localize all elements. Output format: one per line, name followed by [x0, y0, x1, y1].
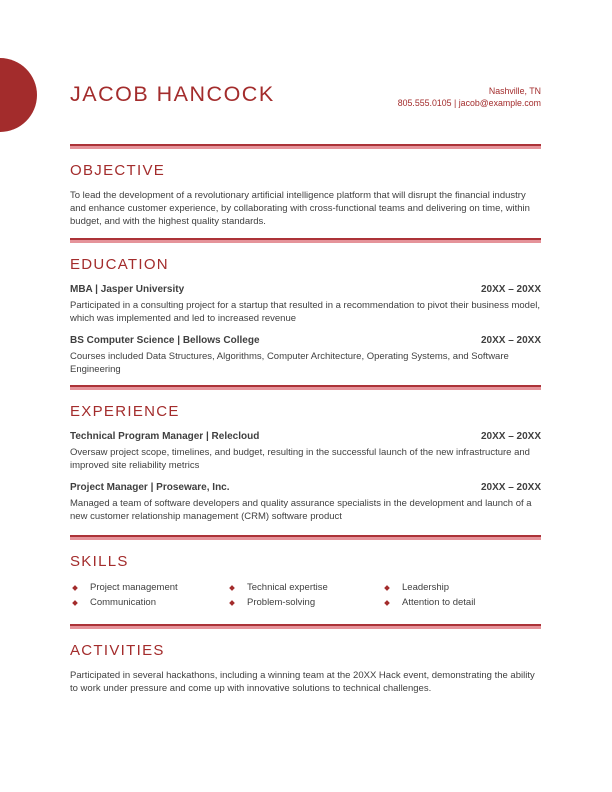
dates-text: 20XX – 20XX: [480, 335, 541, 346]
skills-title: SKILLS: [70, 553, 129, 570]
skill-item: [227, 596, 382, 609]
experience-description: Oversaw project scope, timelines, and budget, resulting in the successful launch of the new infrastructure and improved site reliability metrics: [70, 447, 530, 471]
experience-title: EXPERIENCE: [70, 403, 180, 420]
section-divider: [70, 144, 541, 149]
objective-title: OBJECTIVE: [70, 162, 166, 179]
education-title: EDUCATION: [70, 256, 169, 273]
experience-entry: [70, 430, 541, 472]
section-divider: [70, 624, 541, 629]
skills-grid: [70, 581, 541, 609]
degree-text: MBA | Jasper University: [70, 284, 185, 295]
resume-header: [70, 0, 541, 109]
role-text: Project Manager | Proseware, Inc.: [70, 482, 230, 493]
section-divider: [70, 535, 541, 540]
skill-item: [70, 596, 227, 609]
education-entry: [70, 334, 541, 376]
education-description: Participated in a consulting project for a startup that resulted in a recommendation to pivot their business model, which was implemented and led to increased revenue: [70, 300, 540, 324]
experience-section: [70, 403, 541, 523]
skills-section: [70, 553, 541, 609]
skill-label: Technical expertise: [247, 582, 328, 593]
location-text: Nashville, TN: [488, 86, 541, 96]
activities-title: ACTIVITIES: [70, 642, 165, 659]
dates-text: 20XX – 20XX: [480, 482, 541, 493]
bullet-icon: [229, 585, 235, 591]
bullet-icon: [72, 600, 78, 606]
section-divider: [70, 385, 541, 390]
skill-item: [70, 581, 227, 594]
skill-label: Project management: [90, 582, 178, 593]
skill-label: Attention to detail: [402, 597, 476, 608]
section-divider: [70, 238, 541, 243]
activities-section: [70, 642, 541, 695]
skill-item: [227, 581, 382, 594]
red-semicircle-decoration-icon: [0, 58, 37, 132]
bullet-icon: [384, 585, 390, 591]
experience-entry: [70, 481, 541, 523]
degree-text: BS Computer Science | Bellows College: [70, 335, 260, 346]
skill-label: Leadership: [402, 582, 450, 593]
skill-label: Communication: [90, 597, 156, 608]
skill-item: [382, 596, 541, 609]
education-section: [70, 256, 541, 376]
bullet-icon: [384, 600, 390, 606]
candidate-name: JACOB HANCOCK: [70, 82, 275, 106]
objective-body: To lead the development of a revolutionary artificial intelligence platform that will disrupt the financial industry and enhance customer experience, by collaborating with cross-functional teams and delivering on time, within budget, and with the highest quality standards.: [70, 190, 530, 227]
education-description: Courses included Data Structures, Algorithms, Computer Architecture, Operating Systems, and Software Engineering: [70, 351, 509, 375]
bullet-icon: [229, 600, 235, 606]
contact-block: [398, 83, 541, 109]
education-entry: [70, 283, 541, 325]
objective-section: [70, 162, 541, 228]
dates-text: 20XX – 20XX: [480, 431, 541, 442]
phone-email-text: 805.555.0105 | jacob@example.com: [397, 98, 541, 108]
experience-description: Managed a team of software developers and quality assurance specialists in the development and launch of a new customer relationship management (CRM) software product: [70, 498, 532, 522]
skill-label: Problem-solving: [247, 597, 316, 608]
skill-item: [382, 581, 541, 594]
activities-body: Participated in several hackathons, including a winning team at the 20XX Hack event, demonstrating the ability to work under pressure and come up with innovative solutions to technical challenges.: [70, 670, 535, 694]
bullet-icon: [72, 585, 78, 591]
role-text: Technical Program Manager | Relecloud: [70, 431, 260, 442]
dates-text: 20XX – 20XX: [480, 284, 541, 295]
